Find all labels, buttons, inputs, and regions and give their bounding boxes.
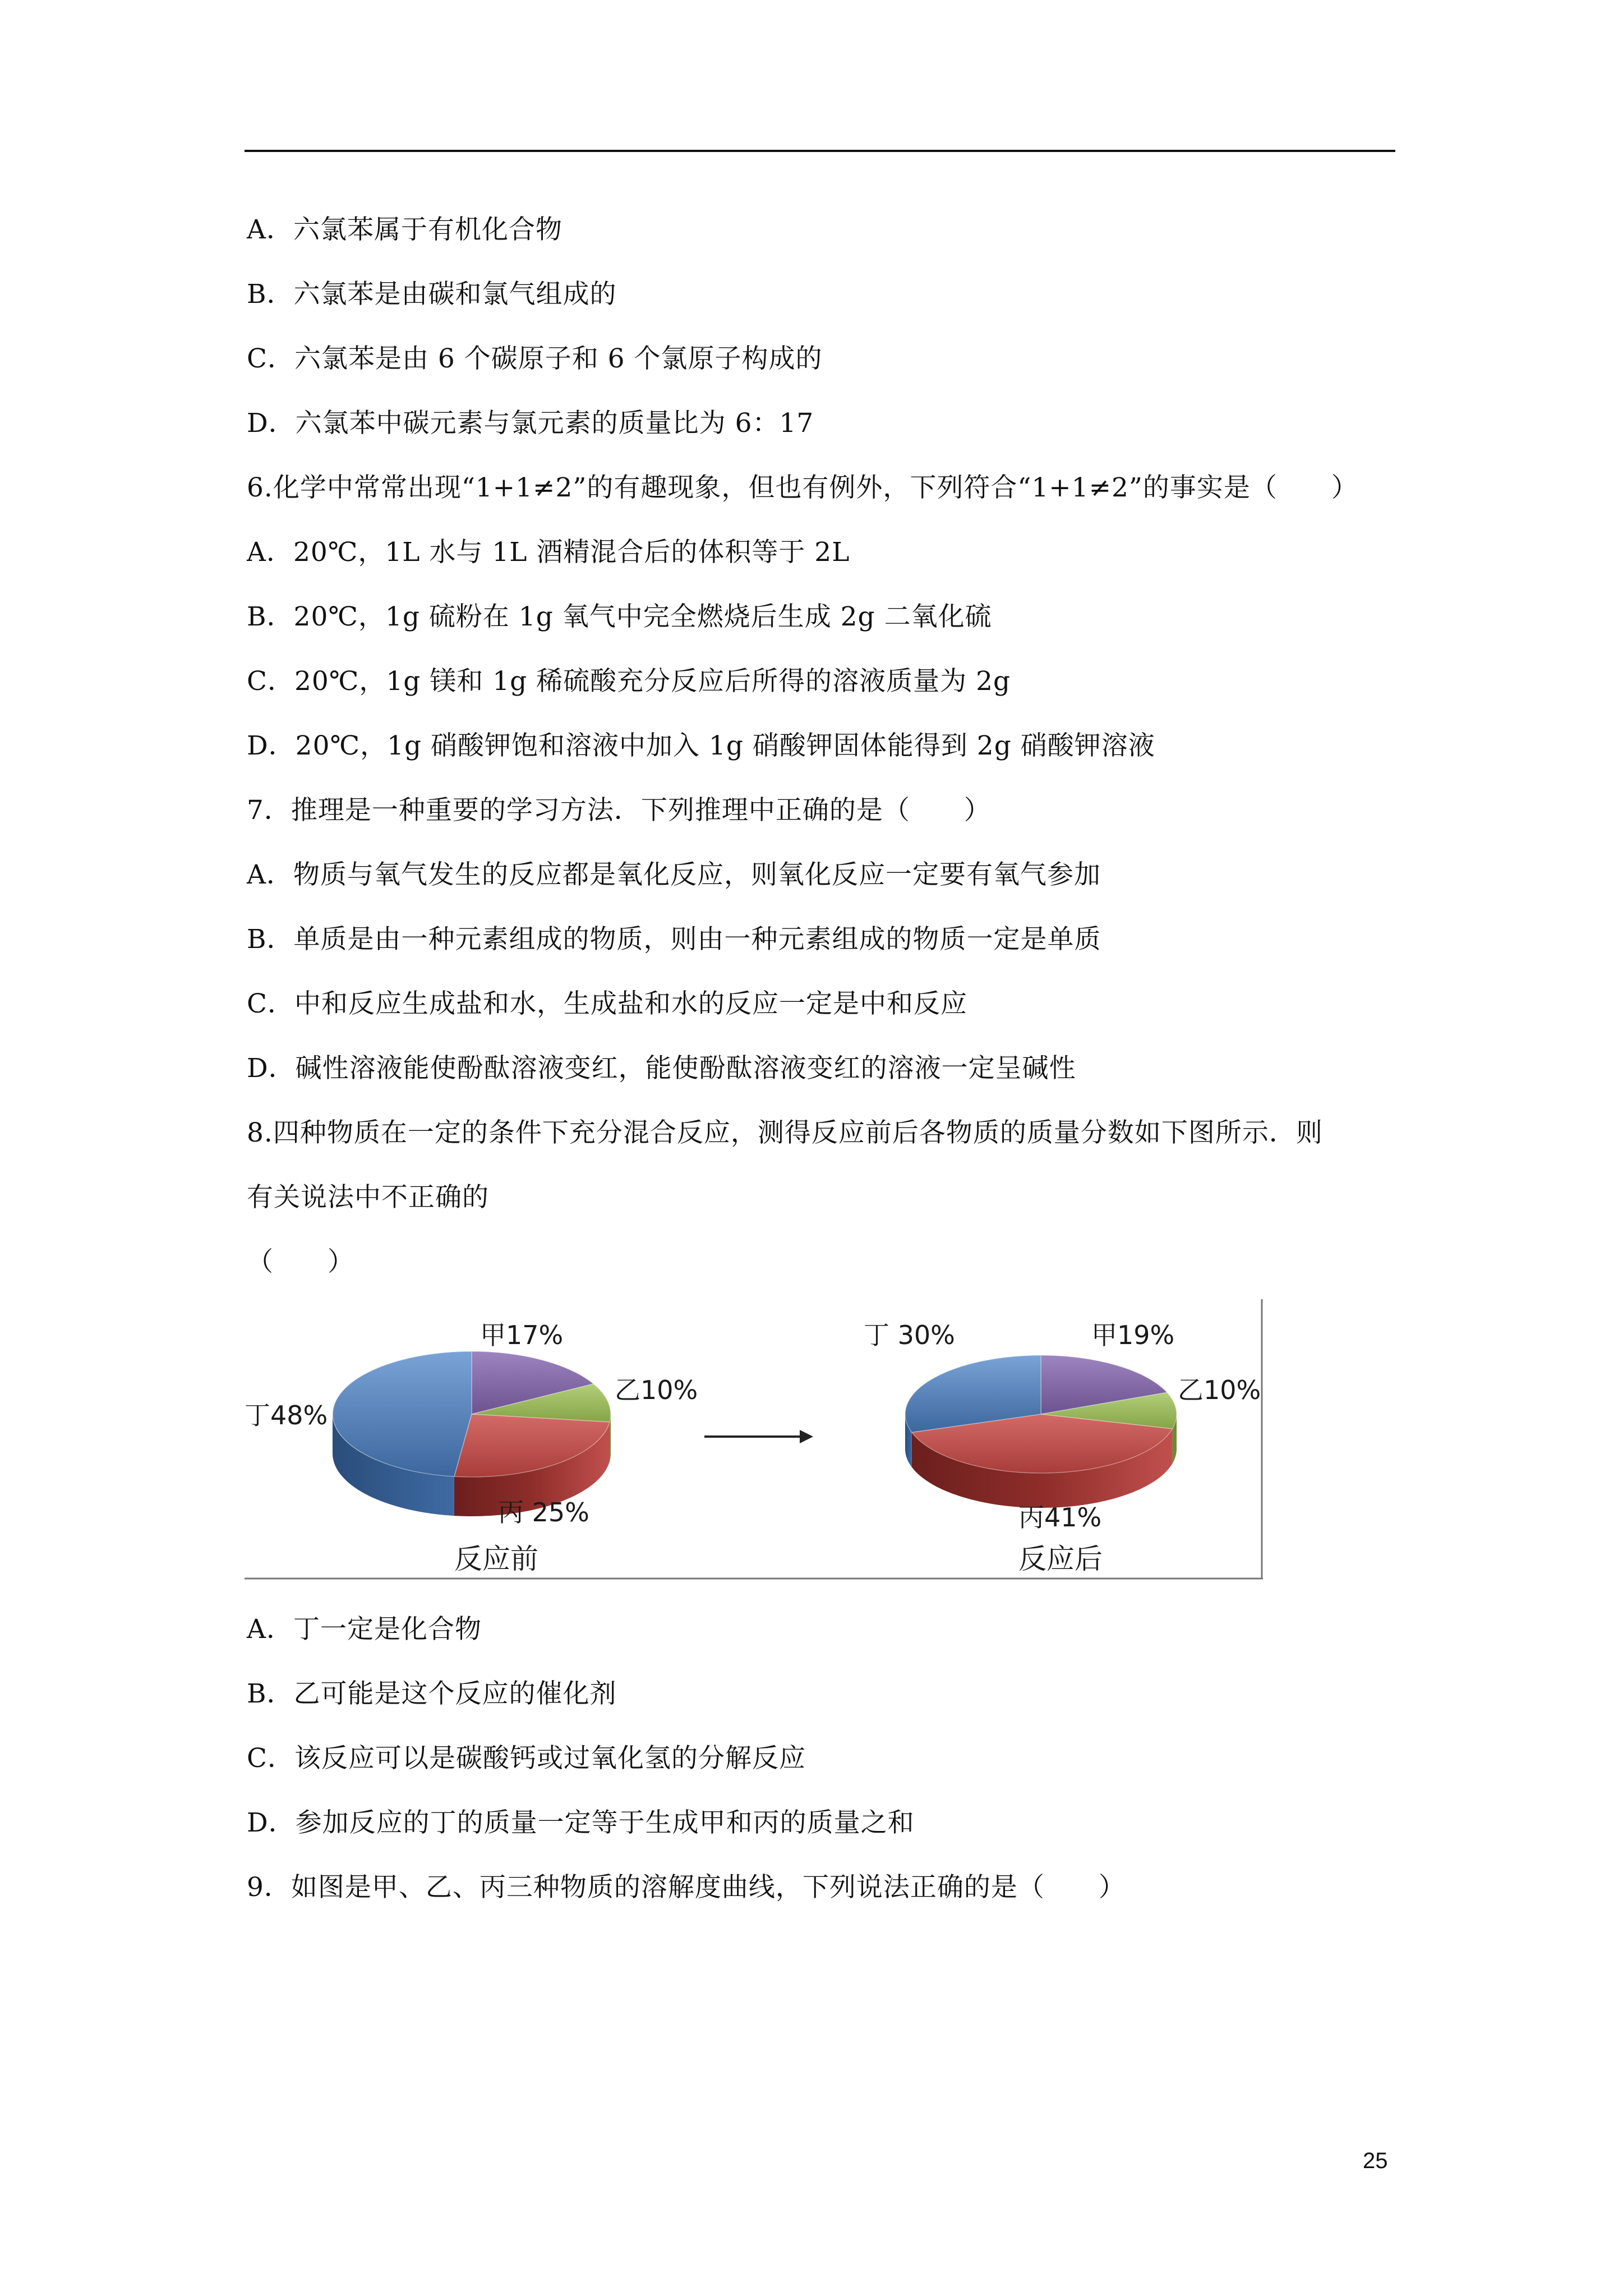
- text-line: D．碱性溶液能使酚酞溶液变红，能使酚酞溶液变红的溶液一定呈碱性: [247, 1053, 1076, 1084]
- pie-before: [245, 1320, 698, 1575]
- text-line: C．该反应可以是碳酸钙或过氧化氢的分解反应: [247, 1743, 806, 1774]
- pie-label-after-ding: 丁 30%: [864, 1320, 955, 1350]
- header-rule: [245, 150, 1395, 152]
- text-line: 7．推理是一种重要的学习方法．下列推理中正确的是（ ）: [247, 795, 991, 826]
- pie-label-before-bing: 丙 25%: [498, 1497, 589, 1527]
- page-number: 25: [1363, 2148, 1388, 2173]
- text-line: A．六氯苯属于有机化合物: [247, 214, 562, 245]
- pie-chart-figure: [245, 1299, 1263, 1580]
- text-line: B．乙可能是这个反应的催化剂: [247, 1678, 617, 1709]
- pie-label-before-jia: 甲17%: [480, 1320, 564, 1350]
- pie-charts-svg: [245, 1299, 1263, 1580]
- text-line: 有关说法中不正确的: [247, 1182, 489, 1213]
- text-line: B．六氯苯是由碳和氯气组成的: [247, 279, 617, 310]
- text-line: A．物质与氧气发生的反应都是氧化反应，则氧化反应一定要有氧气参加: [247, 859, 1101, 890]
- text-line: （ ）: [247, 1246, 354, 1277]
- pie-label-after-yi: 乙10%: [1178, 1375, 1261, 1405]
- text-line: C．中和反应生成盐和水，生成盐和水的反应一定是中和反应: [247, 988, 967, 1019]
- text-line: 6.化学中常常出现“1+1≠2”的有趣现象，但也有例外，下列符合“1+1≠2”的事实是（ ）: [247, 472, 1358, 503]
- pie-label-after-jia: 甲19%: [1091, 1320, 1175, 1350]
- text-line: A．20℃，1L 水与 1L 酒精混合后的体积等于 2L: [247, 537, 850, 568]
- reaction-arrow-head: [800, 1430, 813, 1443]
- pie-after: [864, 1320, 1261, 1575]
- pie-title-before: 反应前: [454, 1543, 538, 1575]
- text-line: D．参加反应的丁的质量一定等于生成甲和丙的质量之和: [247, 1807, 915, 1838]
- text-line: C．20℃，1g 镁和 1g 稀硫酸充分反应后所得的溶液质量为 2g: [247, 666, 1011, 697]
- text-line: D．六氯苯中碳元素与氯元素的质量比为 6：17: [247, 408, 814, 439]
- text-line: C．六氯苯是由 6 个碳原子和 6 个氯原子构成的: [247, 343, 823, 374]
- pie-label-before-ding: 丁48%: [245, 1400, 328, 1430]
- text-line: 9．如图是甲、乙、丙三种物质的溶解度曲线，下列说法正确的是（ ）: [247, 1872, 1126, 1903]
- pie-title-after: 反应后: [1018, 1543, 1103, 1575]
- text-line: B．20℃，1g 硫粉在 1g 氧气中完全燃烧后生成 2g 二氧化硫: [247, 601, 992, 632]
- pie-label-after-bing: 丙41%: [1018, 1502, 1102, 1533]
- text-line: D．20℃，1g 硝酸钾饱和溶液中加入 1g 硝酸钾固体能得到 2g 硝酸钾溶液: [247, 730, 1155, 761]
- text-line: 8.四种物质在一定的条件下充分混合反应，测得反应前后各物质的质量分数如下图所示．则: [247, 1117, 1323, 1148]
- text-line: B．单质是由一种元素组成的物质，则由一种元素组成的物质一定是单质: [247, 924, 1101, 955]
- pie-label-before-yi: 乙10%: [615, 1375, 698, 1405]
- text-line: A．丁一定是化合物: [247, 1614, 482, 1645]
